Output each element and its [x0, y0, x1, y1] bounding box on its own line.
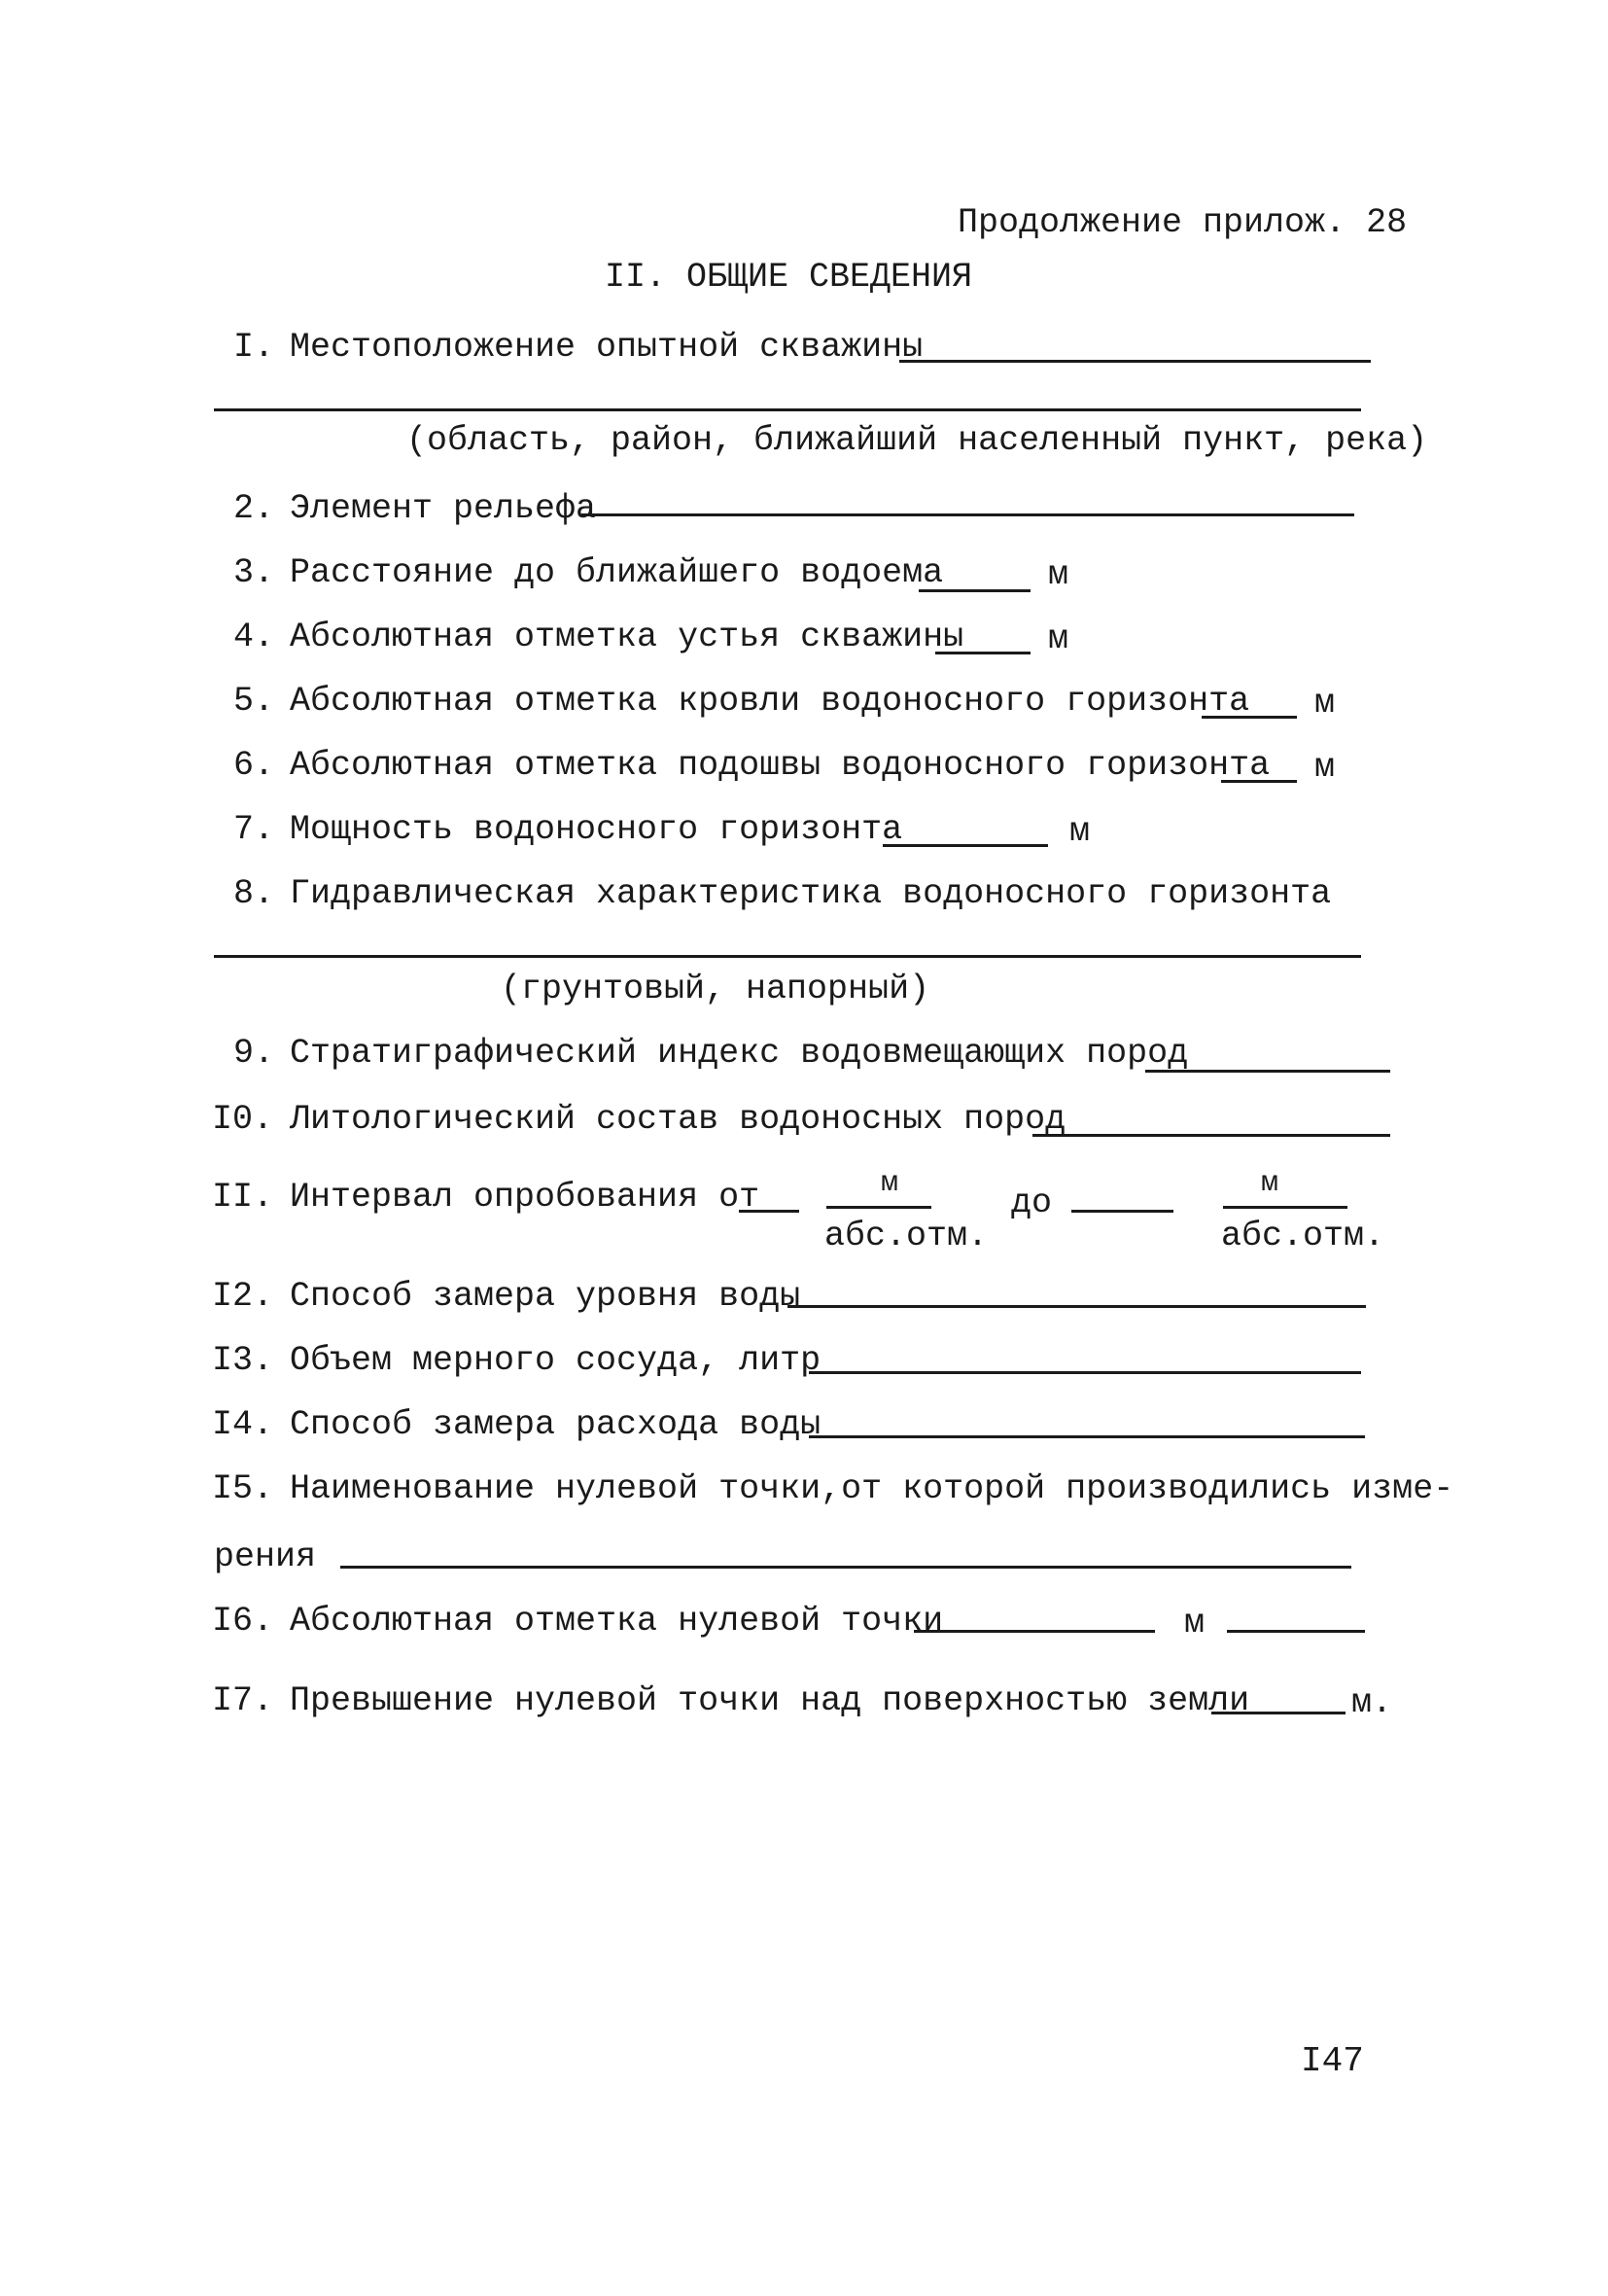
item-1-label: Местоположение опытной скважины — [290, 328, 924, 367]
item-13-number: I3. — [212, 1341, 274, 1380]
item-15-label-continued: рения — [214, 1537, 317, 1576]
item-3-label: Расстояние до ближайшего водоема — [290, 553, 944, 592]
page-number: I47 — [1301, 2041, 1364, 2081]
item-4-number: 4. — [233, 618, 275, 656]
item-17-number: I7. — [212, 1681, 274, 1720]
item-17-label: Превышение нулевой точки над поверхностью земли — [290, 1681, 1250, 1720]
item-16-field[interactable] — [914, 1630, 1155, 1633]
item-13-field[interactable] — [809, 1371, 1361, 1374]
item-1-hint: (область, район, ближайший населенный пункт, река) — [406, 421, 1428, 460]
item-1-number: I. — [233, 328, 275, 367]
item-6-unit: м — [1314, 748, 1336, 787]
item-3-field[interactable] — [919, 589, 1031, 592]
item-4-unit: м — [1048, 619, 1069, 658]
item-8-label: Гидравлическая характеристика водоносного горизонта — [290, 874, 1332, 913]
item-5-number: 5. — [233, 682, 275, 721]
item-1-field[interactable] — [899, 360, 1371, 363]
item-11-fraction-2-bar — [1223, 1206, 1347, 1209]
item-12-label: Способ замера уровня воды — [290, 1277, 801, 1316]
item-11-from-field[interactable] — [739, 1210, 799, 1213]
item-3-unit: м — [1048, 555, 1069, 594]
item-4-label: Абсолютная отметка устья скважины — [290, 618, 964, 656]
item-2-number: 2. — [233, 489, 275, 528]
continuation-note: Продолжение прилож. 28 — [958, 203, 1408, 242]
item-7-number: 7. — [233, 810, 275, 849]
item-16-unit: м — [1184, 1604, 1206, 1643]
item-12-number: I2. — [212, 1277, 274, 1316]
item-15-label: Наименование нулевой точки,от которой производились изме- — [290, 1469, 1454, 1508]
item-2-field[interactable] — [581, 513, 1354, 516]
item-11-label: Интервал опробования от — [290, 1178, 760, 1217]
item-10-number: I0. — [212, 1100, 274, 1139]
item-14-field[interactable] — [809, 1435, 1365, 1438]
item-5-label: Абсолютная отметка кровли водоносного горизонта — [290, 682, 1250, 721]
item-16-number: I6. — [212, 1602, 274, 1641]
item-16-label: Абсолютная отметка нулевой точки — [290, 1602, 944, 1641]
item-11-fraction-2-bottom: абс.отм. — [1221, 1217, 1385, 1255]
item-11-to-field[interactable] — [1071, 1210, 1173, 1213]
item-17-unit: м. — [1351, 1683, 1393, 1722]
item-15-field[interactable] — [340, 1566, 1351, 1569]
item-3-number: 3. — [233, 553, 275, 592]
section-title: II. ОБЩИЕ СВЕДЕНИЯ — [605, 258, 973, 297]
item-17-field[interactable] — [1211, 1712, 1346, 1714]
item-8-field[interactable] — [214, 955, 1361, 958]
item-16-field-2[interactable] — [1227, 1630, 1365, 1633]
item-10-field[interactable] — [1032, 1134, 1390, 1137]
item-10-label: Литологический состав водоносных пород — [290, 1100, 1066, 1139]
item-11-fraction-1-bottom: абс.отм. — [824, 1217, 989, 1255]
item-6-field[interactable] — [1221, 780, 1297, 783]
item-13-label: Объем мерного сосуда, литр — [290, 1341, 821, 1380]
item-11-to-label: до — [1011, 1183, 1053, 1222]
item-9-number: 9. — [233, 1034, 275, 1073]
item-7-field[interactable] — [883, 844, 1048, 847]
item-11-fraction-1-top: м — [880, 1167, 898, 1200]
item-2-label: Элемент рельефа — [290, 489, 597, 528]
item-1-field-line2[interactable] — [214, 408, 1361, 411]
item-11-number: II. — [212, 1178, 274, 1217]
item-9-label: Стратиграфический индекс водовмещающих пород — [290, 1034, 1189, 1073]
item-14-number: I4. — [212, 1405, 274, 1444]
item-4-field[interactable] — [935, 652, 1031, 654]
item-7-unit: м — [1069, 812, 1091, 851]
item-8-hint: (грунтовый, напорный) — [501, 970, 930, 1008]
item-15-number: I5. — [212, 1469, 274, 1508]
item-12-field[interactable] — [787, 1305, 1366, 1308]
item-9-field[interactable] — [1145, 1070, 1390, 1073]
item-8-number: 8. — [233, 874, 275, 913]
item-14-label: Способ замера расхода воды — [290, 1405, 821, 1444]
item-5-field[interactable] — [1202, 716, 1297, 719]
item-5-unit: м — [1314, 684, 1336, 723]
item-11-fraction-2-top: м — [1260, 1167, 1278, 1200]
item-7-label: Мощность водоносного горизонта — [290, 810, 903, 849]
item-6-number: 6. — [233, 746, 275, 785]
item-11-fraction-1-bar — [826, 1206, 931, 1209]
item-6-label: Абсолютная отметка подошвы водоносного горизонта — [290, 746, 1271, 785]
